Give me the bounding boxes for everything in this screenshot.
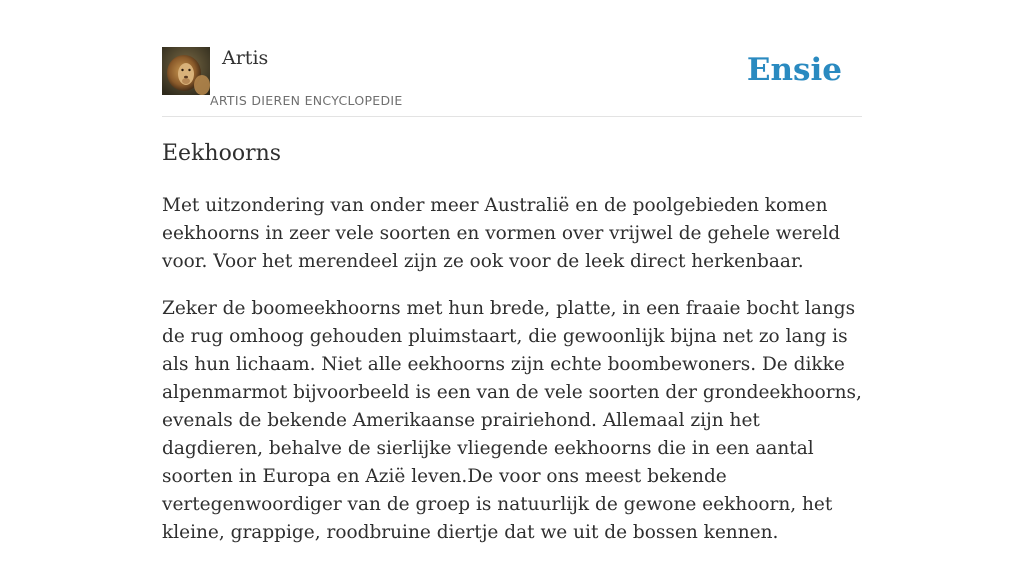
- header: [162, 44, 862, 117]
- article: [162, 138, 862, 566]
- article-title: Eekhoorns: [162, 141, 282, 166]
- avatar[interactable]: [162, 47, 210, 95]
- source-name[interactable]: Artis: [222, 47, 269, 69]
- article-paragraph: Met uitzondering van onder meer Australië en de poolgebieden komen eekhoorns in zeer vele soorten en vormen over vrijwel de gehele wereld voor. Voor het merendeel zijn ze ook voor de leek direct herkenbaar.: [162, 195, 841, 272]
- article-paragraph: Zeker de boomeekhoorns met hun brede, platte, in een fraaie bocht langs de rug omhoog gehouden pluimstaart, die gewoonlijk bijna net zo lang is als hun lichaam. Niet alle eekhoorns zijn echte boombewoners. De dikke alpenmarmot bijvoorbeeld is een van de vele soorten der grondeekhoorns, evenals de bekende Amerikaanse prairiehond. Allemaal zijn het dagdieren, behalve de sierlijke vliegende eekhoorns die in een aantal soorten in Europa en Azië leven.De voor ons meest bekende vertegenwoordiger van de groep is natuurlijk de gewone eekhoorn, het kleine, grappige, roodbruine diertje dat we uit de bossen kennen.: [162, 298, 862, 543]
- source-subtitle[interactable]: ARTIS DIEREN ENCYCLOPEDIE: [210, 93, 403, 108]
- lion-photo-icon: [162, 47, 210, 95]
- brand-logo[interactable]: Ensie: [746, 52, 842, 88]
